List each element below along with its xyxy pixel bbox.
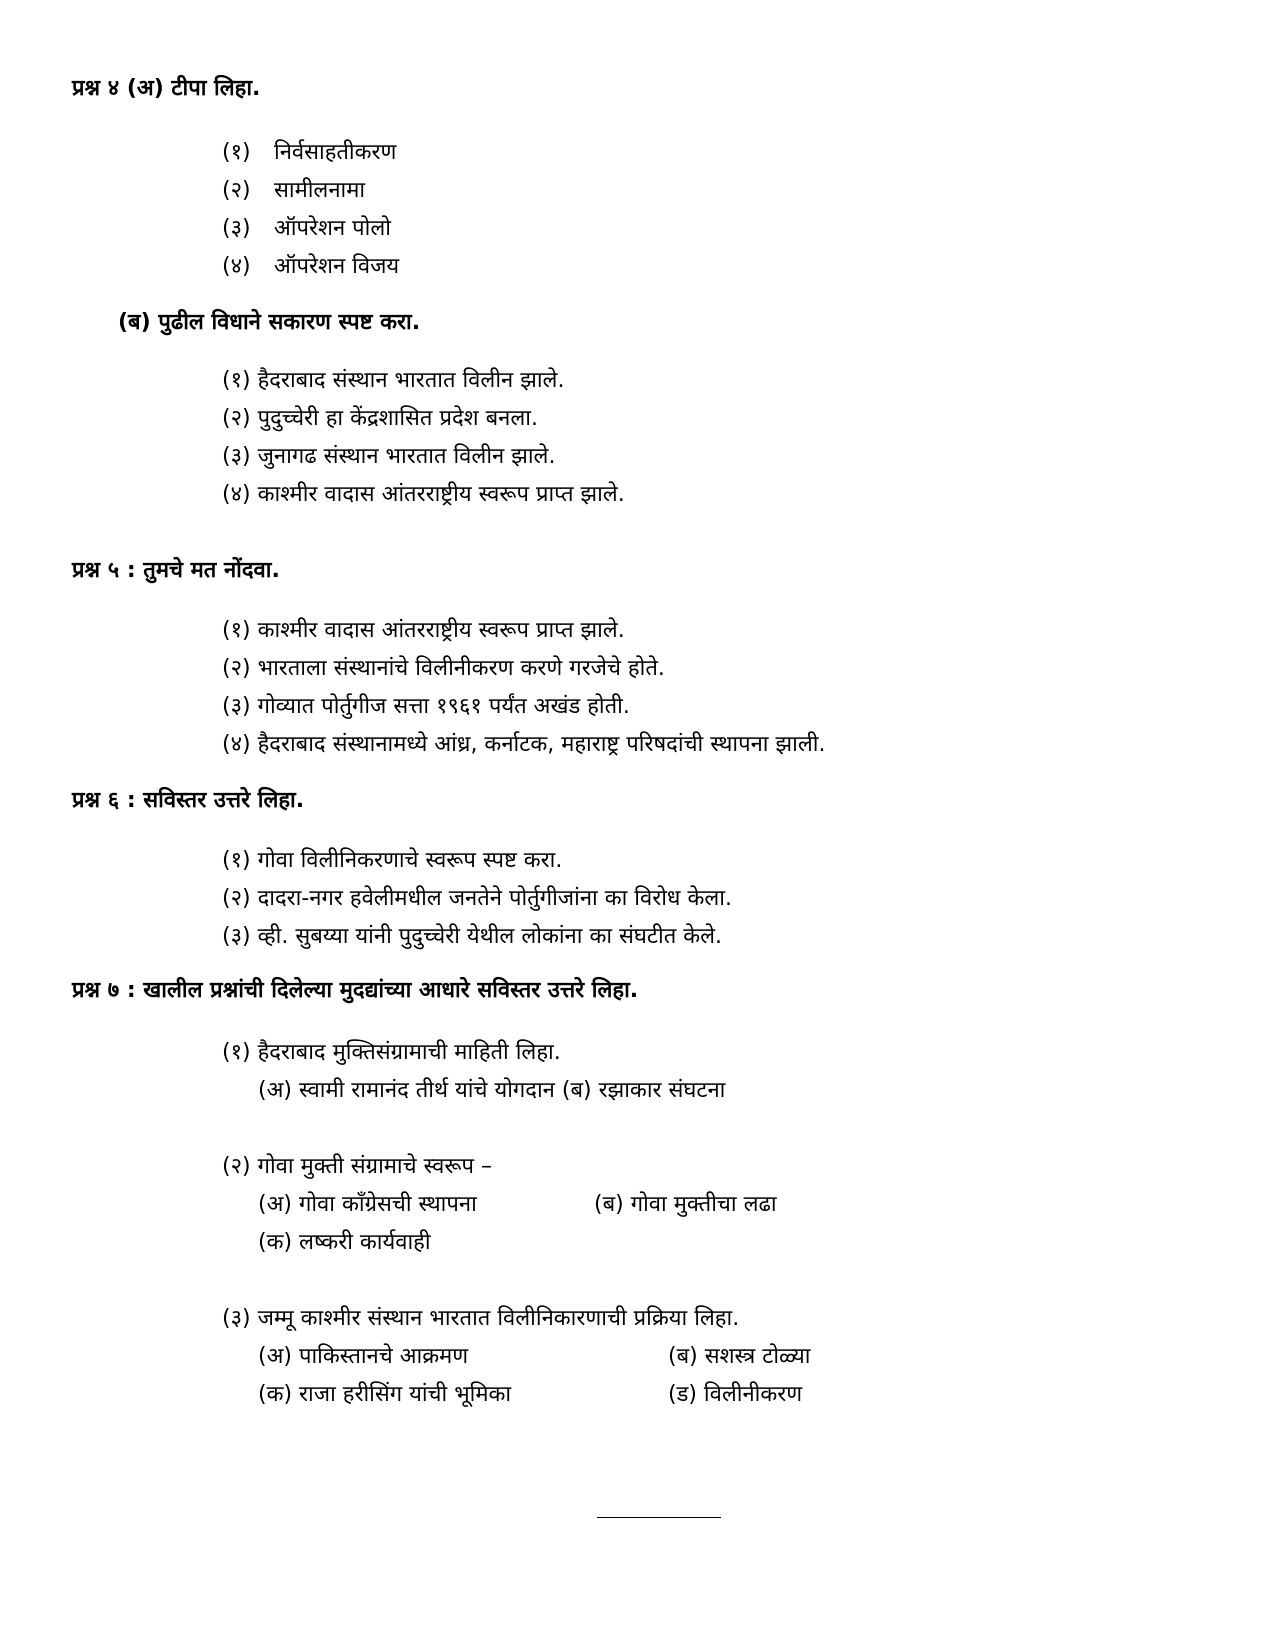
q4-item-1: (१) निर्वसाहतीकरण [222,140,397,165]
q4-heading-a: प्रश्न ४ (अ) टीपा लिहा. [72,76,261,101]
q7-p3-sub-b: (ब) सशस्त्र टोळ्या [668,1344,811,1369]
q7-p1-title: (१) हैदराबाद मुक्तिसंग्रामाची माहिती लिहा. [222,1040,561,1065]
q7-p3-sub-a: (अ) पाकिस्तानचे आक्रमण [258,1344,469,1369]
q4-b-item-4: (४) काश्मीर वादास आंतरराष्ट्रीय स्वरूप प्राप्त झाले. [222,482,625,507]
q4-item-4: (४) ऑपरेशन विजय [222,254,400,279]
q6-heading: प्रश्न ६ : सविस्तर उत्तरे लिहा. [72,788,305,813]
q5-item-2: (२) भारताला संस्थानांचे विलीनीकरण करणे गरजेचे होते. [222,656,665,681]
q4-b-item-1: (१) हैदराबाद संस्थान भारतात विलीन झाले. [222,368,565,393]
q7-p2-sub-a: (अ) गोवा कॉंग्रेसची स्थापना [258,1192,477,1217]
q4-item-3: (३) ऑपरेशन पोलो [222,216,391,241]
q5-item-1: (१) काश्मीर वादास आंतरराष्ट्रीय स्वरूप प्राप्त झाले. [222,618,625,643]
end-divider [597,1517,721,1518]
q6-item-2: (२) दादरा-नगर हवेलीमधील जनतेने पोर्तुगीजांना का विरोध केला. [222,886,732,911]
q4-heading-b: (ब) पुढील विधाने सकारण स्पष्ट करा. [118,310,421,335]
q5-item-3: (३) गोव्यात पोर्तुगीज सत्ता १९६१ पर्यंत अखंड होती. [222,694,630,719]
q7-p3-sub-d: (ड) विलीनीकरण [668,1382,803,1407]
q7-heading: प्रश्न ७ : खालील प्रश्नांची दिलेल्या मुदद्यांच्या आधारे सविस्तर उत्तरे लिहा. [72,978,639,1003]
q4-b-item-3: (३) जुनागढ संस्थान भारतात विलीन झाले. [222,444,556,469]
q7-p3-sub-c: (क) राजा हरीसिंग यांची भूमिका [258,1382,512,1407]
q6-item-3: (३) व्ही. सुबय्या यांनी पुदुच्चेरी येथील लोकांना का संघटीत केले. [222,924,723,949]
q4-item-2: (२) सामीलनामा [222,178,366,203]
q4-b-item-2: (२) पुदुच्चेरी हा केंद्रशासित प्रदेश बनला. [222,406,538,431]
q7-p3-title: (३) जम्मू काश्मीर संस्थान भारतात विलीनिकारणाची प्रक्रिया लिहा. [222,1306,740,1331]
q7-p2-sub-c: (क) लष्करी कार्यवाही [258,1230,431,1255]
q6-item-1: (१) गोवा विलीनिकरणाचे स्वरूप स्पष्ट करा. [222,848,563,873]
q5-item-4: (४) हैदराबाद संस्थानामध्ये आंध्र, कर्नाटक, महाराष्ट्र परिषदांची स्थापना झाली. [222,732,826,757]
q7-p2-sub-b: (ब) गोवा मुक्तीचा लढा [594,1192,777,1217]
q7-p1-sub: (अ) स्वामी रामानंद तीर्थ यांचे योगदान (ब) रझाकार संघटना [258,1078,726,1103]
q5-heading: प्रश्न ५ : तुमचे मत नोंदवा. [72,558,280,583]
q7-p2-title: (२) गोवा मुक्ती संग्रामाचे स्वरूप – [222,1154,492,1179]
